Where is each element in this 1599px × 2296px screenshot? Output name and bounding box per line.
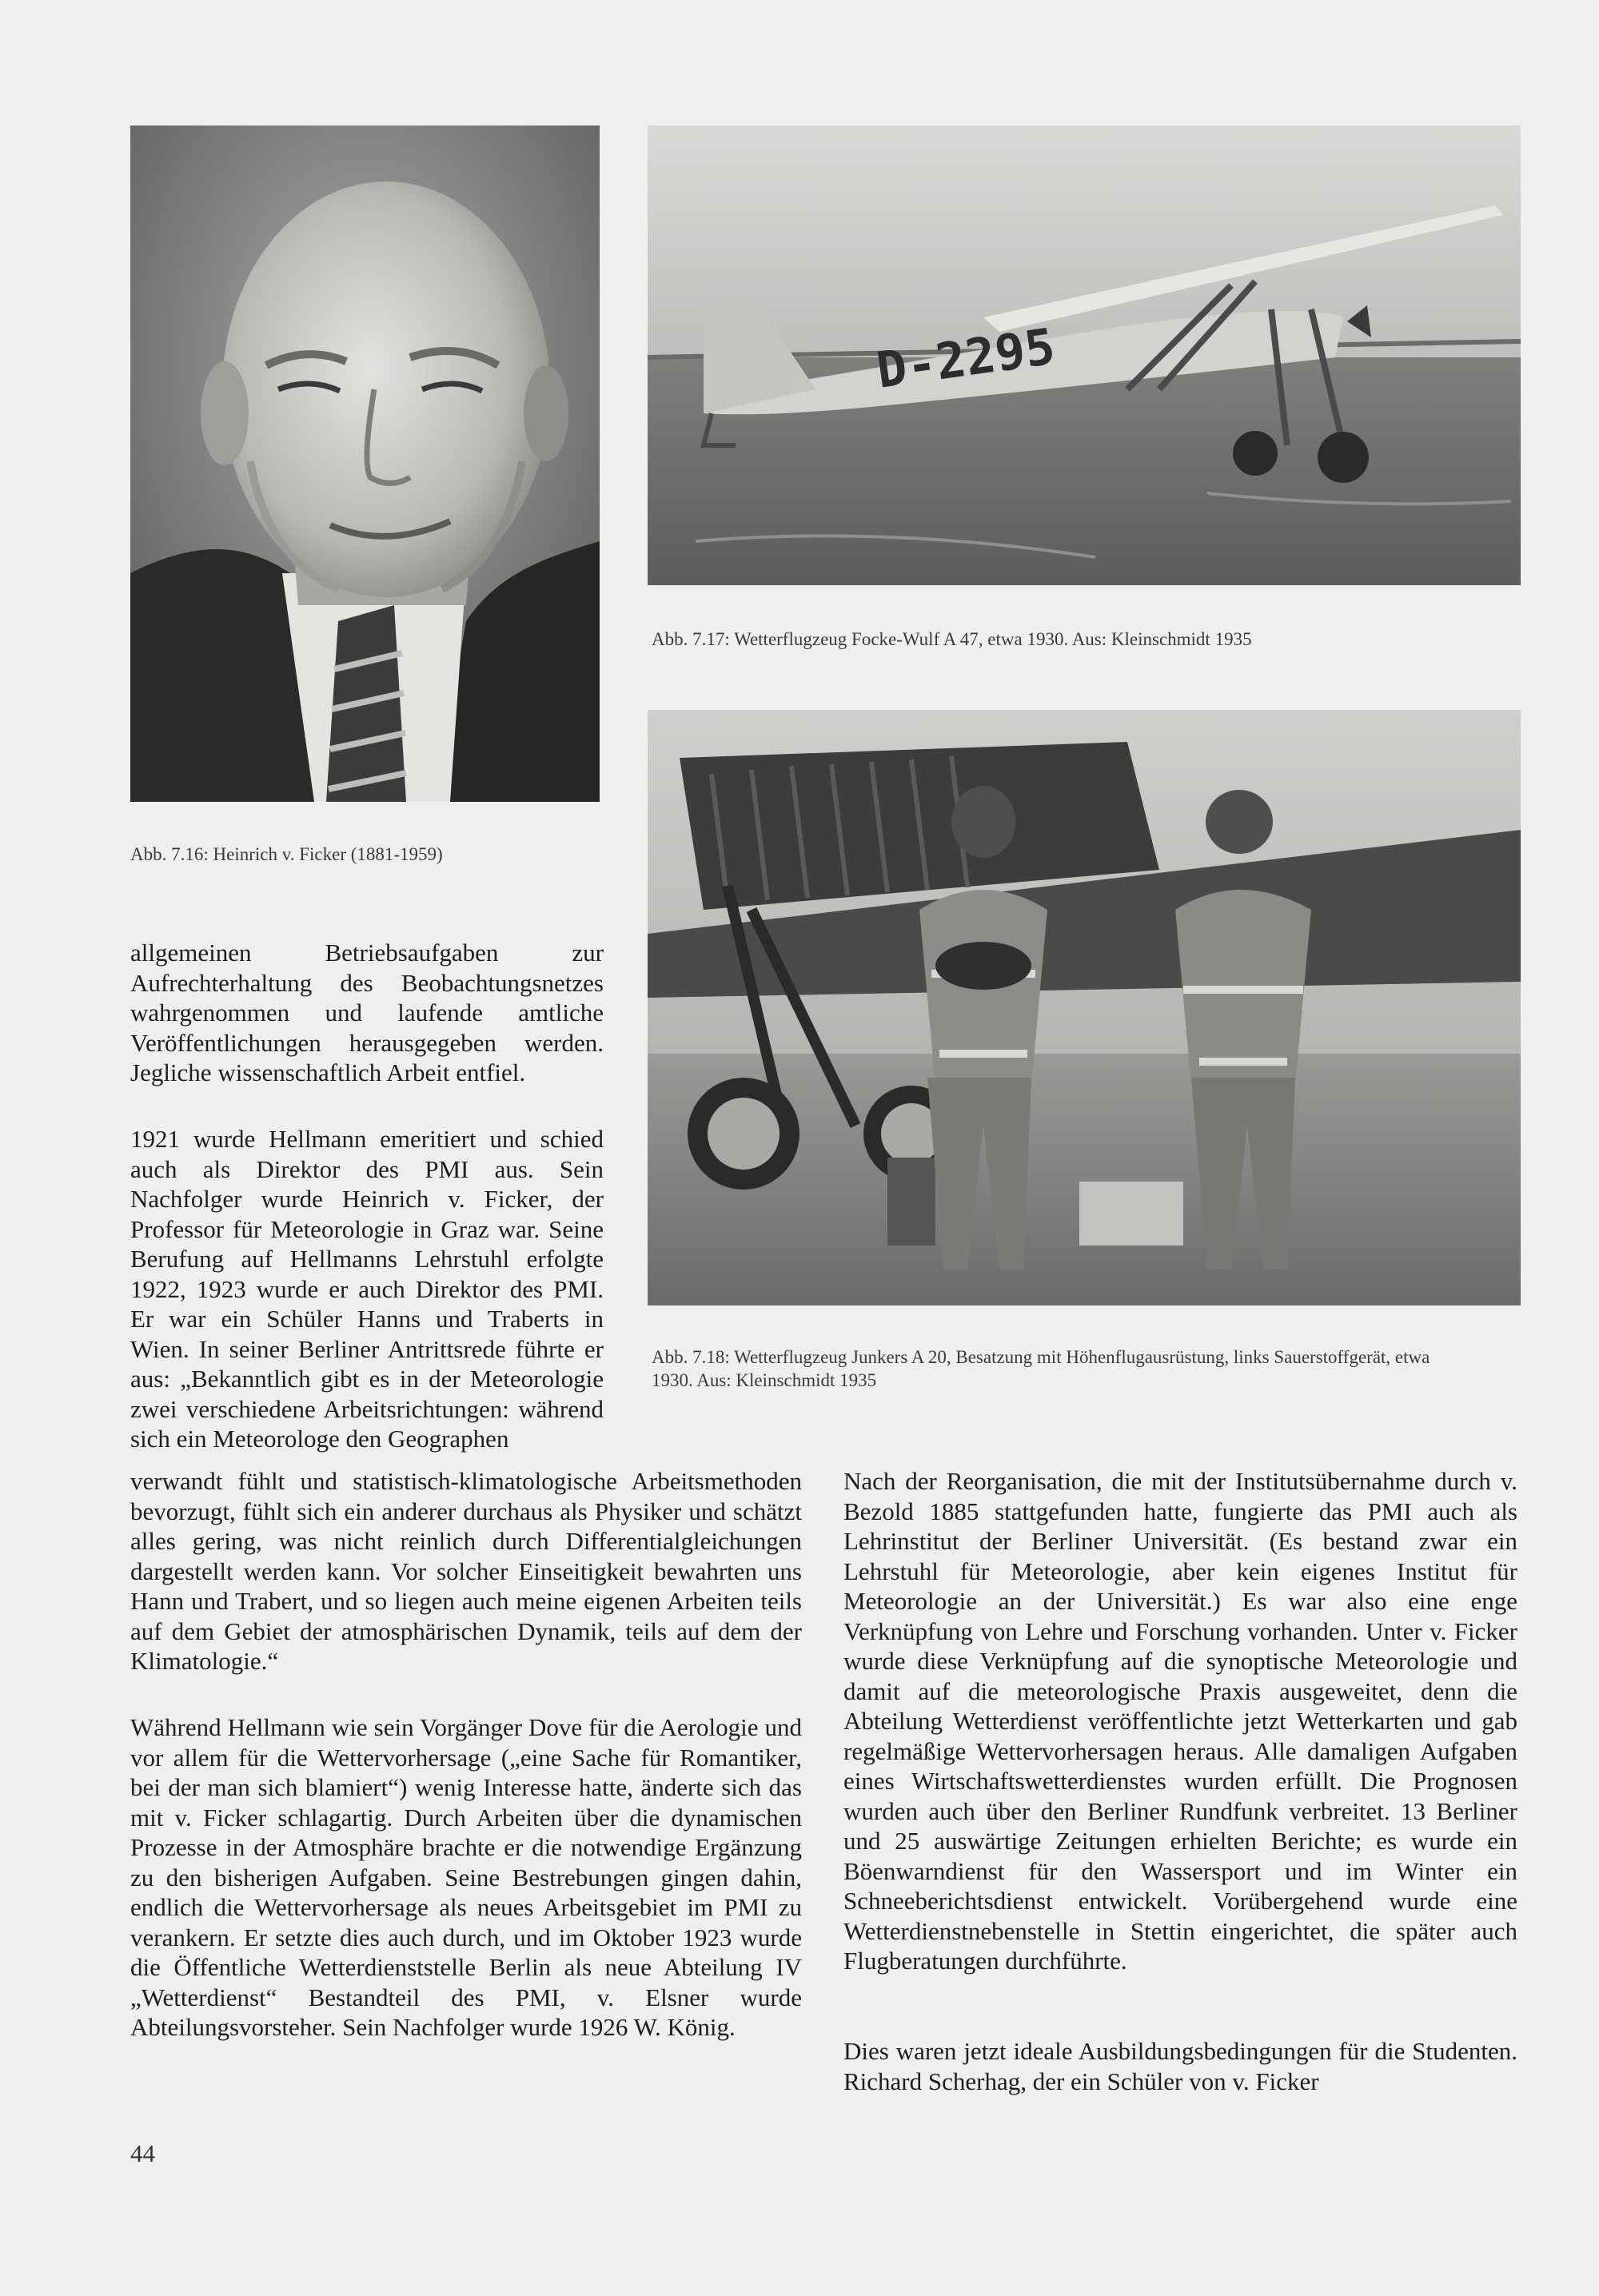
paragraph-1: allgemeinen Betriebsaufgaben zur Aufrechterhaltung des Beobachtungsnetzes wahrgenommen und laufende amtliche Veröffentlichungen herausgegeben werden. Jegliche wissenschaftlich Arbeit entfiel. bbox=[130, 939, 604, 1086]
figure-7-16-caption: Abb. 7.16: Heinrich v. Ficker (1881-1959) bbox=[130, 844, 443, 864]
junkers-photo bbox=[648, 710, 1521, 1305]
paragraph-5: Dies waren jetzt ideale Ausbildungsbedingungen für die Studenten. Richard Scherhag, der ein Schüler von v. Ficker bbox=[843, 2037, 1517, 2095]
aircraft-registration: D-2295 bbox=[872, 317, 1059, 400]
focke-wulf-photo bbox=[648, 126, 1521, 585]
portrait-photo bbox=[130, 126, 600, 802]
page-number: 44 bbox=[130, 2139, 155, 2167]
portrait-image bbox=[130, 126, 600, 802]
figure-7-17-caption: Abb. 7.17: Wetterflugzeug Focke-Wulf A 47, etwa 1930. Aus: Kleinschmidt 1935 bbox=[652, 629, 1252, 649]
focke-wulf-image bbox=[648, 126, 1521, 585]
paragraph-4: Nach der Reorganisation, die mit der Institutsübernahme durch v. Bezold 1885 stattgefunden hatte, fungierte das PMI auch als Lehrinstitut der Berliner Universität. (Es bestand zwar ein Lehrstuhl für Meteorologie, aber kein eigenes Institut für Meteorologie an der Universität.) Es war also eine enge Verknüpfung von Lehre und Forschung vorhanden. Unter v. Ficker wurde diese Verknüpfung auf die synoptische Meteorologie und damit auf die meteorologische Praxis ausgeweitet, denn die Abteilung Wetterdienst veröffentlichte jetzt Wetterkarten und gab regelmäßige Wettervorhersagen heraus. Alle damaligen Aufgaben eines Wirtschaftswetterdienstes wurden erfüllt. Die Prognosen wurden auch über den Berliner Rundfunk verbreitet. 13 Berliner und 25 auswärtige Zeitungen erhielten Berichte; es wurde ein Böenwarndienst für den Wassersport und im Winter ein Schneeberichtsdienst entwickelt. Vorübergehend wurde eine Wetterdienstnebenstelle in Stettin eingerichtet, die später auch Flugberatungen durchführte. bbox=[843, 1467, 1517, 1975]
figure-7-18-caption: Abb. 7.18: Wetterflugzeug Junkers A 20, Besatzung mit Höhenflugausrüstung, links Sauerstoffgerät, etwa 1930. Aus: Kleinschmidt 1935 bbox=[652, 1347, 1430, 1390]
paragraph-3: Während Hellmann wie sein Vorgänger Dove für die Aerologie und vor allem für die Wettervorhersage („eine Sache für Romantiker, bei der man sich blamiert“) wenig Interesse hatte, änderte sich das mit v. Ficker schlagartig. Durch Arbeiten über die dynamischen Prozesse in der Atmosphäre brachte er die notwendige Ergänzung zu den bisherigen Aufgaben. Seine Bestrebungen gingen dahin, endlich die Wettervorhersage als neues Arbeitsgebiet im PMI zu verankern. Er setzte dies auch durch, und im Oktober 1923 wurde die Öffentliche Wetterdienststelle Berlin als neue Abteilung IV „Wetterdienst“ Bestandteil des PMI, v. Elsner wurde Abteilungsvorsteher. Sein Nachfolger wurde 1926 W. König. bbox=[130, 1713, 802, 2041]
junkers-image bbox=[648, 710, 1521, 1305]
paragraph-2-continued: verwandt fühlt und statistisch-klimatologische Arbeitsmethoden bevorzugt, fühlt sich ein anderer durchaus als Physiker und schätzt alles gering, was nicht reinlich durch Differentialgleichungen dargestellt werden kann. Vor solcher Einseitigkeit bewahrten uns Hann und Trabert, und so liegen auch meine eigenen Arbeiten teils auf dem Gebiet der atmosphärischen Dynamik, teils auf dem der Klimatologie.“ bbox=[130, 1467, 802, 1675]
paragraph-2-narrow: 1921 wurde Hellmann emeritiert und schied auch als Direktor des PMI aus. Sein Nachfolger wurde Heinrich v. Ficker, der Professor für Meteorologie in Graz war. Seine Berufung auf Hellmanns Lehrstuhl erfolgte 1922, 1923 wurde er auch Direktor des PMI. Er war ein Schüler Hanns und Traberts in Wien. In seiner Berliner Antrittsrede führte er aus: „Bekanntlich gibt es in der Meteorologie zwei verschiedene Arbeitsrichtungen: während sich ein Meteorologe den Geographen bbox=[130, 1125, 604, 1453]
